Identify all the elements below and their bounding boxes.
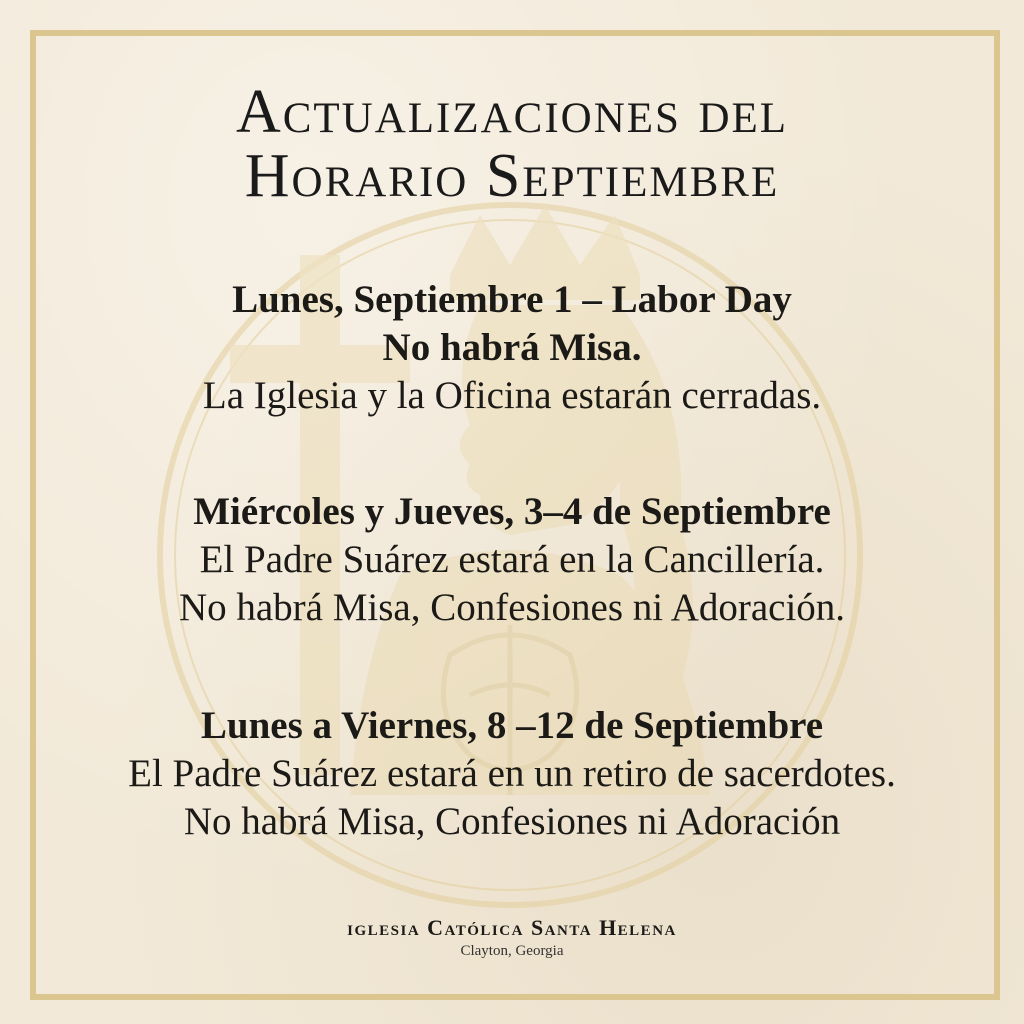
- church-signature: [0, 914, 1024, 960]
- section-body: La Iglesia y la Oficina estarán cerradas.: [202, 374, 822, 417]
- section-heading: Miércoles y Jueves, 3–4 de Septiembre: [193, 490, 831, 533]
- church-name: iglesia Católica Santa Helena: [347, 915, 677, 940]
- section-body: No habrá Misa, Confesiones ni Adoración.: [178, 586, 846, 629]
- church-location: Clayton, Georgia: [460, 943, 564, 959]
- title-line-1: Actualizaciones del: [235, 78, 789, 146]
- section-heading: No habrá Misa.: [382, 326, 642, 369]
- section-body: No habrá Misa, Confesiones ni Adoración: [183, 800, 841, 843]
- section-heading: Lunes, Septiembre 1 – Labor Day: [232, 278, 792, 321]
- schedule-update-chancery: [0, 488, 1024, 632]
- section-heading: Lunes a Viernes, 8 –12 de Septiembre: [200, 704, 824, 747]
- section-body: El Padre Suárez estará en un retiro de sacerdotes.: [128, 752, 896, 795]
- schedule-update-retreat: [0, 702, 1024, 846]
- schedule-update-labor-day: [0, 276, 1024, 420]
- page-title: [0, 80, 1024, 208]
- section-body: El Padre Suárez estará en la Cancillería.: [199, 538, 825, 581]
- title-line-2: Horario Septiembre: [244, 142, 780, 210]
